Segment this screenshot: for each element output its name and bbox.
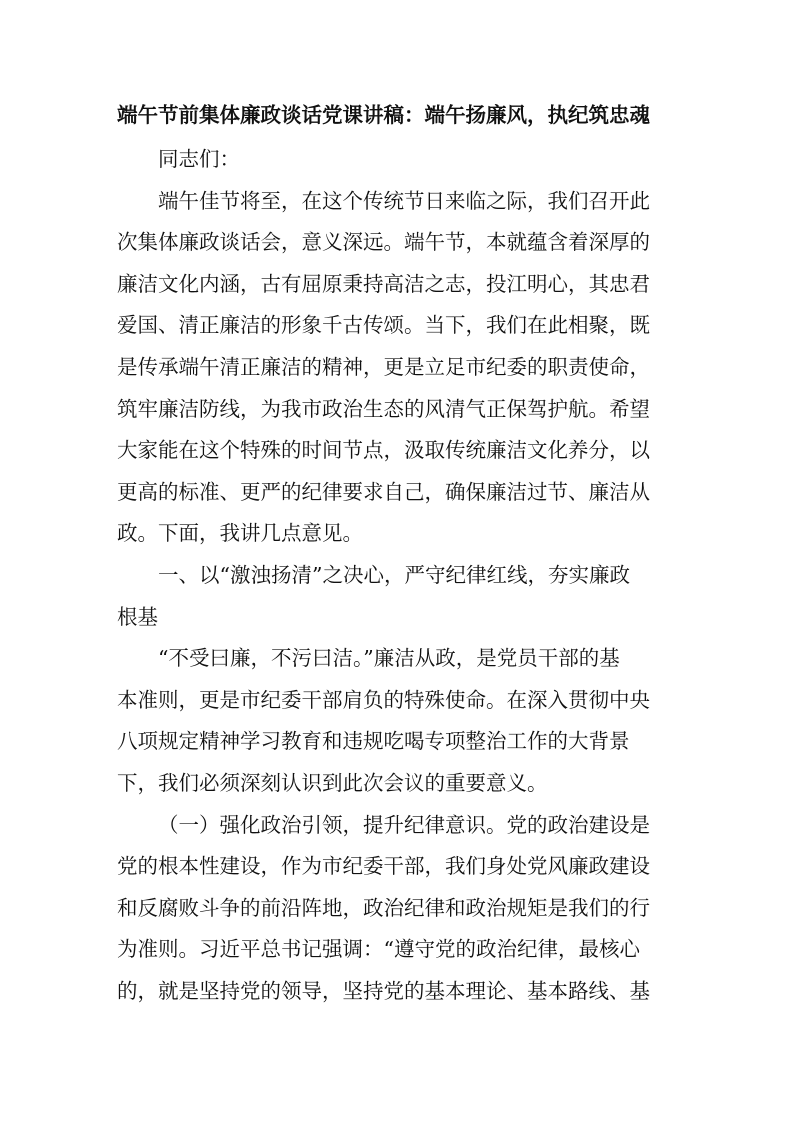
- text-line: 八项规定精神学习教育和违规吃喝专项整治工作的大背景: [117, 729, 630, 753]
- text-line: 本准则，更是市纪委干部肩负的特殊使命。在深入贯彻中央: [117, 688, 650, 712]
- document-title: 端午节前集体廉政谈话党课讲稿：端午扬廉风，执纪筑忠魂: [117, 103, 650, 127]
- text-line: （一）强化政治引领，提升纪律意识。党的政治建设是: [158, 813, 650, 837]
- text-line: 政。下面，我讲几点意见。: [117, 521, 363, 545]
- text-line: 是传承端午清正廉洁的精神，更是立足市纪委的职责使命，: [117, 355, 650, 379]
- text-line: 筑牢廉洁防线，为我市政治生态的风清气正保驾护航。希望: [117, 397, 650, 421]
- text-line: 为准则。习近平总书记强调：“遵守党的政治纪律，最核心: [117, 937, 640, 961]
- text-line: 更高的标准、更严的纪律要求自己，确保廉洁过节、廉洁从: [117, 480, 650, 504]
- text-line: 的，就是坚持党的领导，坚持党的基本理论、基本路线、基: [117, 979, 650, 1003]
- salutation: 同志们：: [158, 147, 240, 171]
- text-line: 爱国、清正廉洁的形象千古传颂。当下，我们在此相聚，既: [117, 313, 650, 337]
- text-line: 次集体廉政谈话会，意义深远。端午节，本就蕴含着深厚的: [117, 230, 650, 254]
- text-line: 下，我们必须深刻认识到此次会议的重要意义。: [117, 771, 548, 795]
- text-line: 和反腐败斗争的前沿阵地，政治纪律和政治规矩是我们的行: [117, 896, 650, 920]
- heading-line: 根基: [117, 605, 158, 629]
- text-line: 党的根本性建设，作为市纪委干部，我们身处党风廉政建设: [117, 854, 650, 878]
- text-line: 廉洁文化内涵，古有屈原秉持高洁之志，投江明心，其忠君: [117, 272, 650, 296]
- text-line: 大家能在这个特殊的时间节点，汲取传统廉洁文化养分，以: [117, 438, 650, 462]
- text-line: 端午佳节将至，在这个传统节日来临之际，我们召开此: [158, 189, 650, 213]
- text-line: “不受曰廉，不污曰洁。”廉洁从政，是党员干部的基: [158, 646, 620, 670]
- heading-line: 一、以“激浊扬清”之决心，严守纪律红线，夯实廉政: [158, 563, 630, 587]
